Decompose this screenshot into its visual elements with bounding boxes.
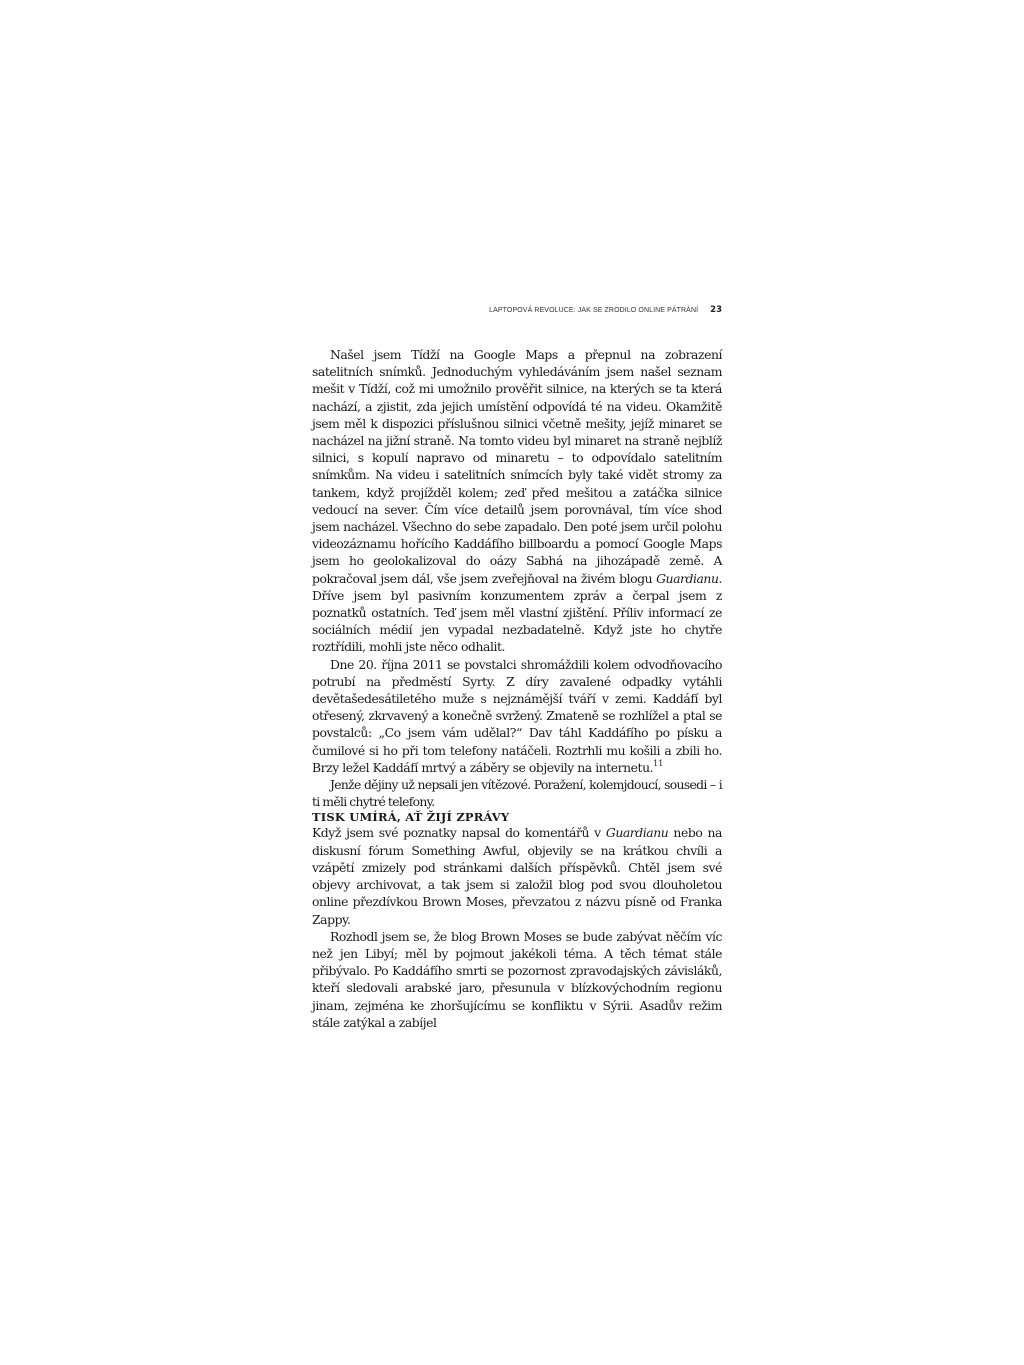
page-number: 23 bbox=[710, 305, 722, 315]
paragraph-text: Dne 20. října 2011 se povstalci shromáždili kolem odvodňovacího potrubí na předměstí Syrty. Z díry zavalené odpadky vytáhli devětašedesátiletého muže s nejznámější tváří v zemi. Kaddáfí byl otřesený, zkrvavený a konečně svržený. Zmateně se rozhlížel a ptal se povstalců: „Co jsem vám udělal?“ Dav táhl Kaddáfího po písku a čumilové si ho při tom telefony natáčeli. Roztrhli mu košili a zbili ho. Brzy ležel Kaddáfí mrtvý a záběry se objevily na internetu. bbox=[312, 656, 722, 775]
book-page bbox=[312, 0, 722, 1365]
paragraph-text: Našel jsem Tídží na Google Maps a přepnul na zobrazení satelitních snímků. Jednoduchým vyhledáváním jsem našel seznam mešit v Tídží, což mi umožnilo prověřit silnice, na kterých se ta která nachází, a zjistit, zda jejich umístění odpovídá té na videu. Okamžitě jsem měl k dispozici příslušnou silnici včetně mešity, jejíž minaret se nacházel na jižní straně. Na tomto videu byl minaret na straně nejblíž silnici, s kopulí napravo od minaretu – to odpovídalo satelitním snímkům. Na videu i satelitních snímcích byly také vidět stromy za tankem, když projížděl kolem; zeď před mešitou a zatáčka silnice vedoucí na sever. Čím více detailů jsem porovnával, tím více shod jsem nacházel. Všechno do sebe zapadalo. Den poté jsem určil polohu videozáznamu hořícího Kaddáfího billboardu a pomocí Google Maps jsem ho geolokalizoval do oázy Sabhá na jihozápadě země. A pokračoval jsem dál, vše jsem zveřejňoval na živém blogu bbox=[312, 347, 722, 586]
paragraph-text: nebo na diskusní fórum Something Awful, objevily se na krátkou chvíli a vzápětí zmizely pod stránkami dalších příspěvků. Chtěl jsem své objevy archivovat, a tak jsem si založil blog pod svou dlouholetou online přezdívkou Brown Moses, převzatou z názvu písně od Franka Zappy. bbox=[312, 825, 722, 927]
body-text bbox=[312, 346, 722, 1031]
italic-title: Guardianu bbox=[605, 825, 669, 841]
paragraph: Jenže dějiny už nepsali jen vítězové. Poražení, kolemjdoucí, sousedi – i ti měli chytré telefony. bbox=[312, 777, 722, 810]
footnote-reference: 11 bbox=[653, 758, 664, 768]
running-title: LAPTOPOVÁ REVOLUCE: JAK SE ZRODILO ONLINE PÁTRÁNÍ bbox=[489, 307, 699, 314]
paragraph-text: Když jsem své poznatky napsal do komentářů v bbox=[312, 825, 606, 841]
italic-title: Guardianu bbox=[656, 570, 719, 586]
paragraph bbox=[312, 824, 722, 927]
paragraph bbox=[312, 346, 722, 656]
paragraph bbox=[312, 656, 722, 776]
paragraph: Rozhodl jsem se, že blog Brown Moses se bude zabývat něčím víc než jen Libyí; měl by pojmout jakékoli téma. A těch témat stále přibývalo. Po Kaddáfího smrti se pozornost zpravodajských závisláků, kteří sledovali arabské jaro, přesunula v blízkovýchodním regionu jinam, zejména ke zhoršujícímu se konfliktu v Sýrii. Asadův režim stále zatýkal a zabíjel bbox=[312, 928, 722, 1030]
running-header bbox=[489, 305, 722, 315]
paragraph-text: . Dříve jsem byl pasivním konzumentem zpráv a čerpal jsem z poznatků ostatních. Teď jsem měl vlastní zjištění. Příliv informací ze sociálních médií jen vypadal nezbadatelně. Když jste ho chytře roztřídili, mohli jste něco odhalit. bbox=[312, 570, 722, 655]
section-heading: TISK UMÍRÁ, AŤ ŽIJÍ ZPRÁVY bbox=[312, 810, 510, 825]
